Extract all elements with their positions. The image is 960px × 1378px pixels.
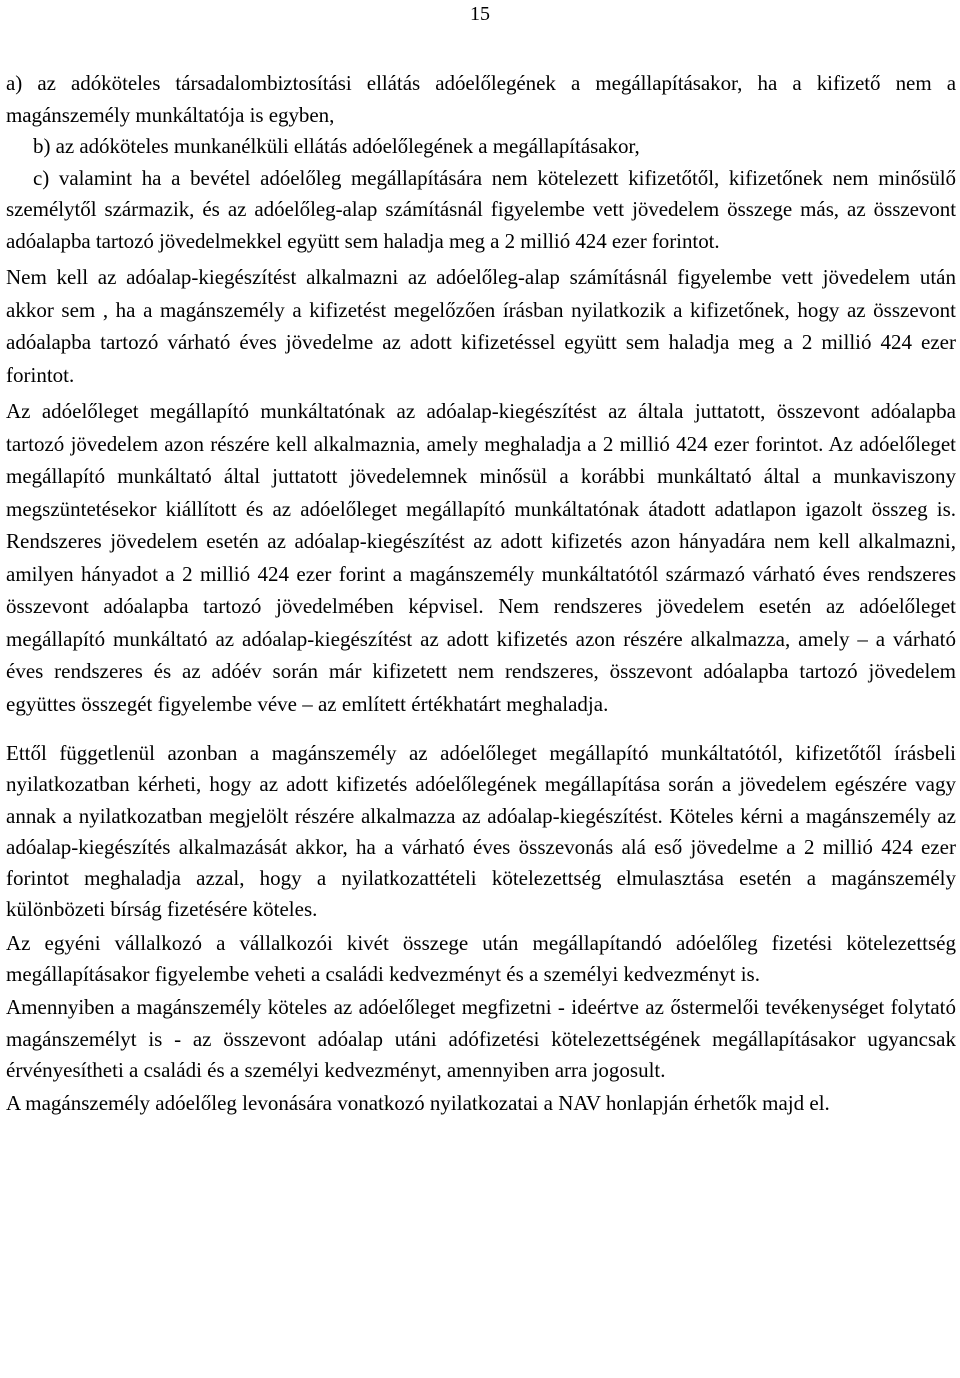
- paragraph-entrepreneur: Az egyéni vállalkozó a vállalkozói kivét összege után megállapítandó adóelőleg fizetési kötelezettség megállapításakor figyelembe veheti a családi kedvezményt és a személyi kedvezményt is.: [6, 930, 956, 987]
- page-number: 15: [470, 3, 490, 25]
- paragraph-payment: Amennyiben a magánszemély köteles az adóelőleget megfizetni - ideértve az őstermelői tevékenységet folytató magánszemélyt is - az összevont adóalap utáni adófizetési kötelezettségének megállapításakor ugyancsak érvényesítheti a családi és a személyi kedvezményt, amennyiben arra jogosult.: [6, 995, 956, 1082]
- paragraph-item-c: c) valamint ha a bevétel adóelőleg megállapítására nem kötelezett kifizetőtől, kifizetőnek nem minősülő személytől származik, és az adóelőleg-alap számításnál figyelembe vett jövedelem összege más, az összevont adóalapba tartozó jövedelmekkel együtt sem haladja meg a 2 millió 424 ezer forintot.: [6, 165, 956, 253]
- document-body: [6, 68, 956, 1120]
- paragraph-item-b: b) az adóköteles munkanélküli ellátás adóelőlegének a megállapításakor,: [33, 134, 640, 158]
- paragraph-exemption: Nem kell az adóalap-kiegészítést alkalmazni az adóelőleg-alap számításnál figyelembe vett jövedelem után akkor sem , ha a magánszemély a kifizetést megelőzően írásban nyilatkozik a kifizetőnek, hogy az összevont adóalapba tartozó várható éves jövedelme az adott kifizetéssel együtt sem haladja meg a 2 millió 424 ezer forintot.: [6, 265, 956, 387]
- paragraph-item-a: a) az adóköteles társadalombiztosítási ellátás adóelőlegének a megállapításakor, ha a kifizető nem a magánszemély munkáltatója is egyben,: [6, 71, 956, 127]
- paragraph-request: Ettől függetlenül azonban a magánszemély az adóelőleget megállapító munkáltatótól, kifizetőtől írásbeli nyilatkozatban kérheti, hogy az adott kifizetés adóelőlegének megállapítása során a jövedelem egészére vagy annak a nyilatkozatban megjelölt részére alkalmazza az adóalap-kiegészítést. Köteles kérni a magánszemély az adóalap-kiegészítés alkalmazását akkor, ha a várható éves összevonás alá eső jövedelme a 2 millió 424 ezer forintot meghaladja azzal, hogy a nyilatkozattételi kötelezettség elmulasztása esetén a magánszemély különbözeti bírság fizetésére köteles.: [6, 741, 956, 922]
- paragraph-nav-website: A magánszemély adóelőleg levonására vonatkozó nyilatkozatai a NAV honlapján érhetők majd el.: [6, 1091, 830, 1116]
- paragraph-employer-rule: Az adóelőleget megállapító munkáltatónak az adóalap-kiegészítést az általa juttatott, összevont adóalapba tartozó jövedelem azon részére kell alkalmaznia, amely meghaladja a 2 millió 424 ezer forintot. Az adóelőleget megállapító munkáltató által juttatott jövedelemnek minősül a korábbi munkáltató által a munkaviszony megszüntetésekor kiállított és az adóelőleget megállapító munkáltatónak átadott adatlapon igazolt összeg is. Rendszeres jövedelem esetén az adóalap-kiegészítést az adott kifizetés azon hányadára nem kell alkalmazni, amilyen hányadot a 2 millió 424 ezer forint a magánszemély munkáltatótól származó várható éves rendszeres összevont adóalapba tartozó jövedelmében képvisel. Nem rendszeres jövedelem esetén az adóelőleget megállapító munkáltató az adóalap-kiegészítést az adott kifizetés azon részére alkalmazza, amely – a várható éves rendszeres és az adóév során már kifizetett nem rendszeres, összevont adóalapba tartozó jövedelem együttes összegét figyelembe véve – az említett értékhatárt meghaladja.: [6, 399, 956, 716]
